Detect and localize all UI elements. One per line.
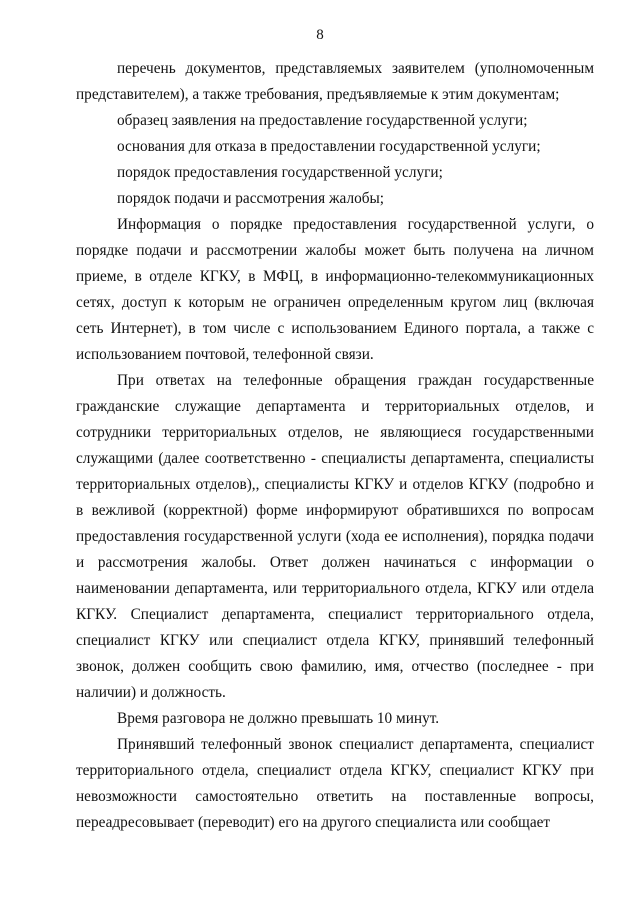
paragraph-call-duration: Время разговора не должно превышать 10 минут. (117, 710, 440, 727)
paragraph-complaint-procedure: порядок подачи и рассмотрения жалобы; (117, 190, 385, 207)
paragraph-information-sources: Информация о порядке предоставления государственной услуги, о порядке подачи и рассмотрении жалобы может быть получена на личном приеме, в отделе КГКУ, в МФЦ, в информационно-телекоммуникационных сетях, доступ к которым не ограничен определенным кругом лиц (включая сеть Интернет), в том числе с использованием Единого портала, а также с использованием почтовой, телефонной связи. (76, 216, 594, 363)
paragraph-application-sample: образец заявления на предоставление государственной услуги; (117, 112, 528, 129)
paragraph-call-redirect: Принявший телефонный звонок специалист департамента, специалист территориального отдела, специалист отдела КГКУ, специалист КГКУ при невозможности самостоятельно ответить на поставленные вопросы, переадресовывает (переводит) его на другого специалиста или сообщает (76, 736, 594, 831)
paragraph-refusal-grounds: основания для отказа в предоставлении государственной услуги; (117, 138, 541, 155)
page-number: 8 (316, 27, 324, 43)
paragraph-documents-list: перечень документов, представляемых заявителем (уполномоченным представителем), а также требования, предъявляемые к этим документам; (76, 60, 594, 103)
paragraph-phone-answers: При ответах на телефонные обращения граждан государственные гражданские служащие департамента и территориальных отделов, и сотрудники территориальных отделов, не являющиеся государственными служащими (далее соответственно - специалисты департамента, специалисты территориальных отделов),, специалисты КГКУ и отделов КГКУ (подробно и в вежливой (корректной) форме информируют обратившихся по вопросам предоставления государственной услуги (хода ее исполнения), порядка подачи и рассмотрения жалобы. Ответ должен начинаться с информации о наименовании департамента, или территориального отдела, КГКУ или отдела КГКУ. Специалист департамента, специалист территориального отдела, специалист КГКУ или специалист отдела КГКУ, принявший телефонный звонок, должен сообщить свою фамилию, имя, отчество (последнее - при наличии) и должность. (76, 372, 594, 701)
paragraph-service-procedure: порядок предоставления государственной услуги; (117, 164, 443, 181)
document-body (76, 56, 594, 836)
